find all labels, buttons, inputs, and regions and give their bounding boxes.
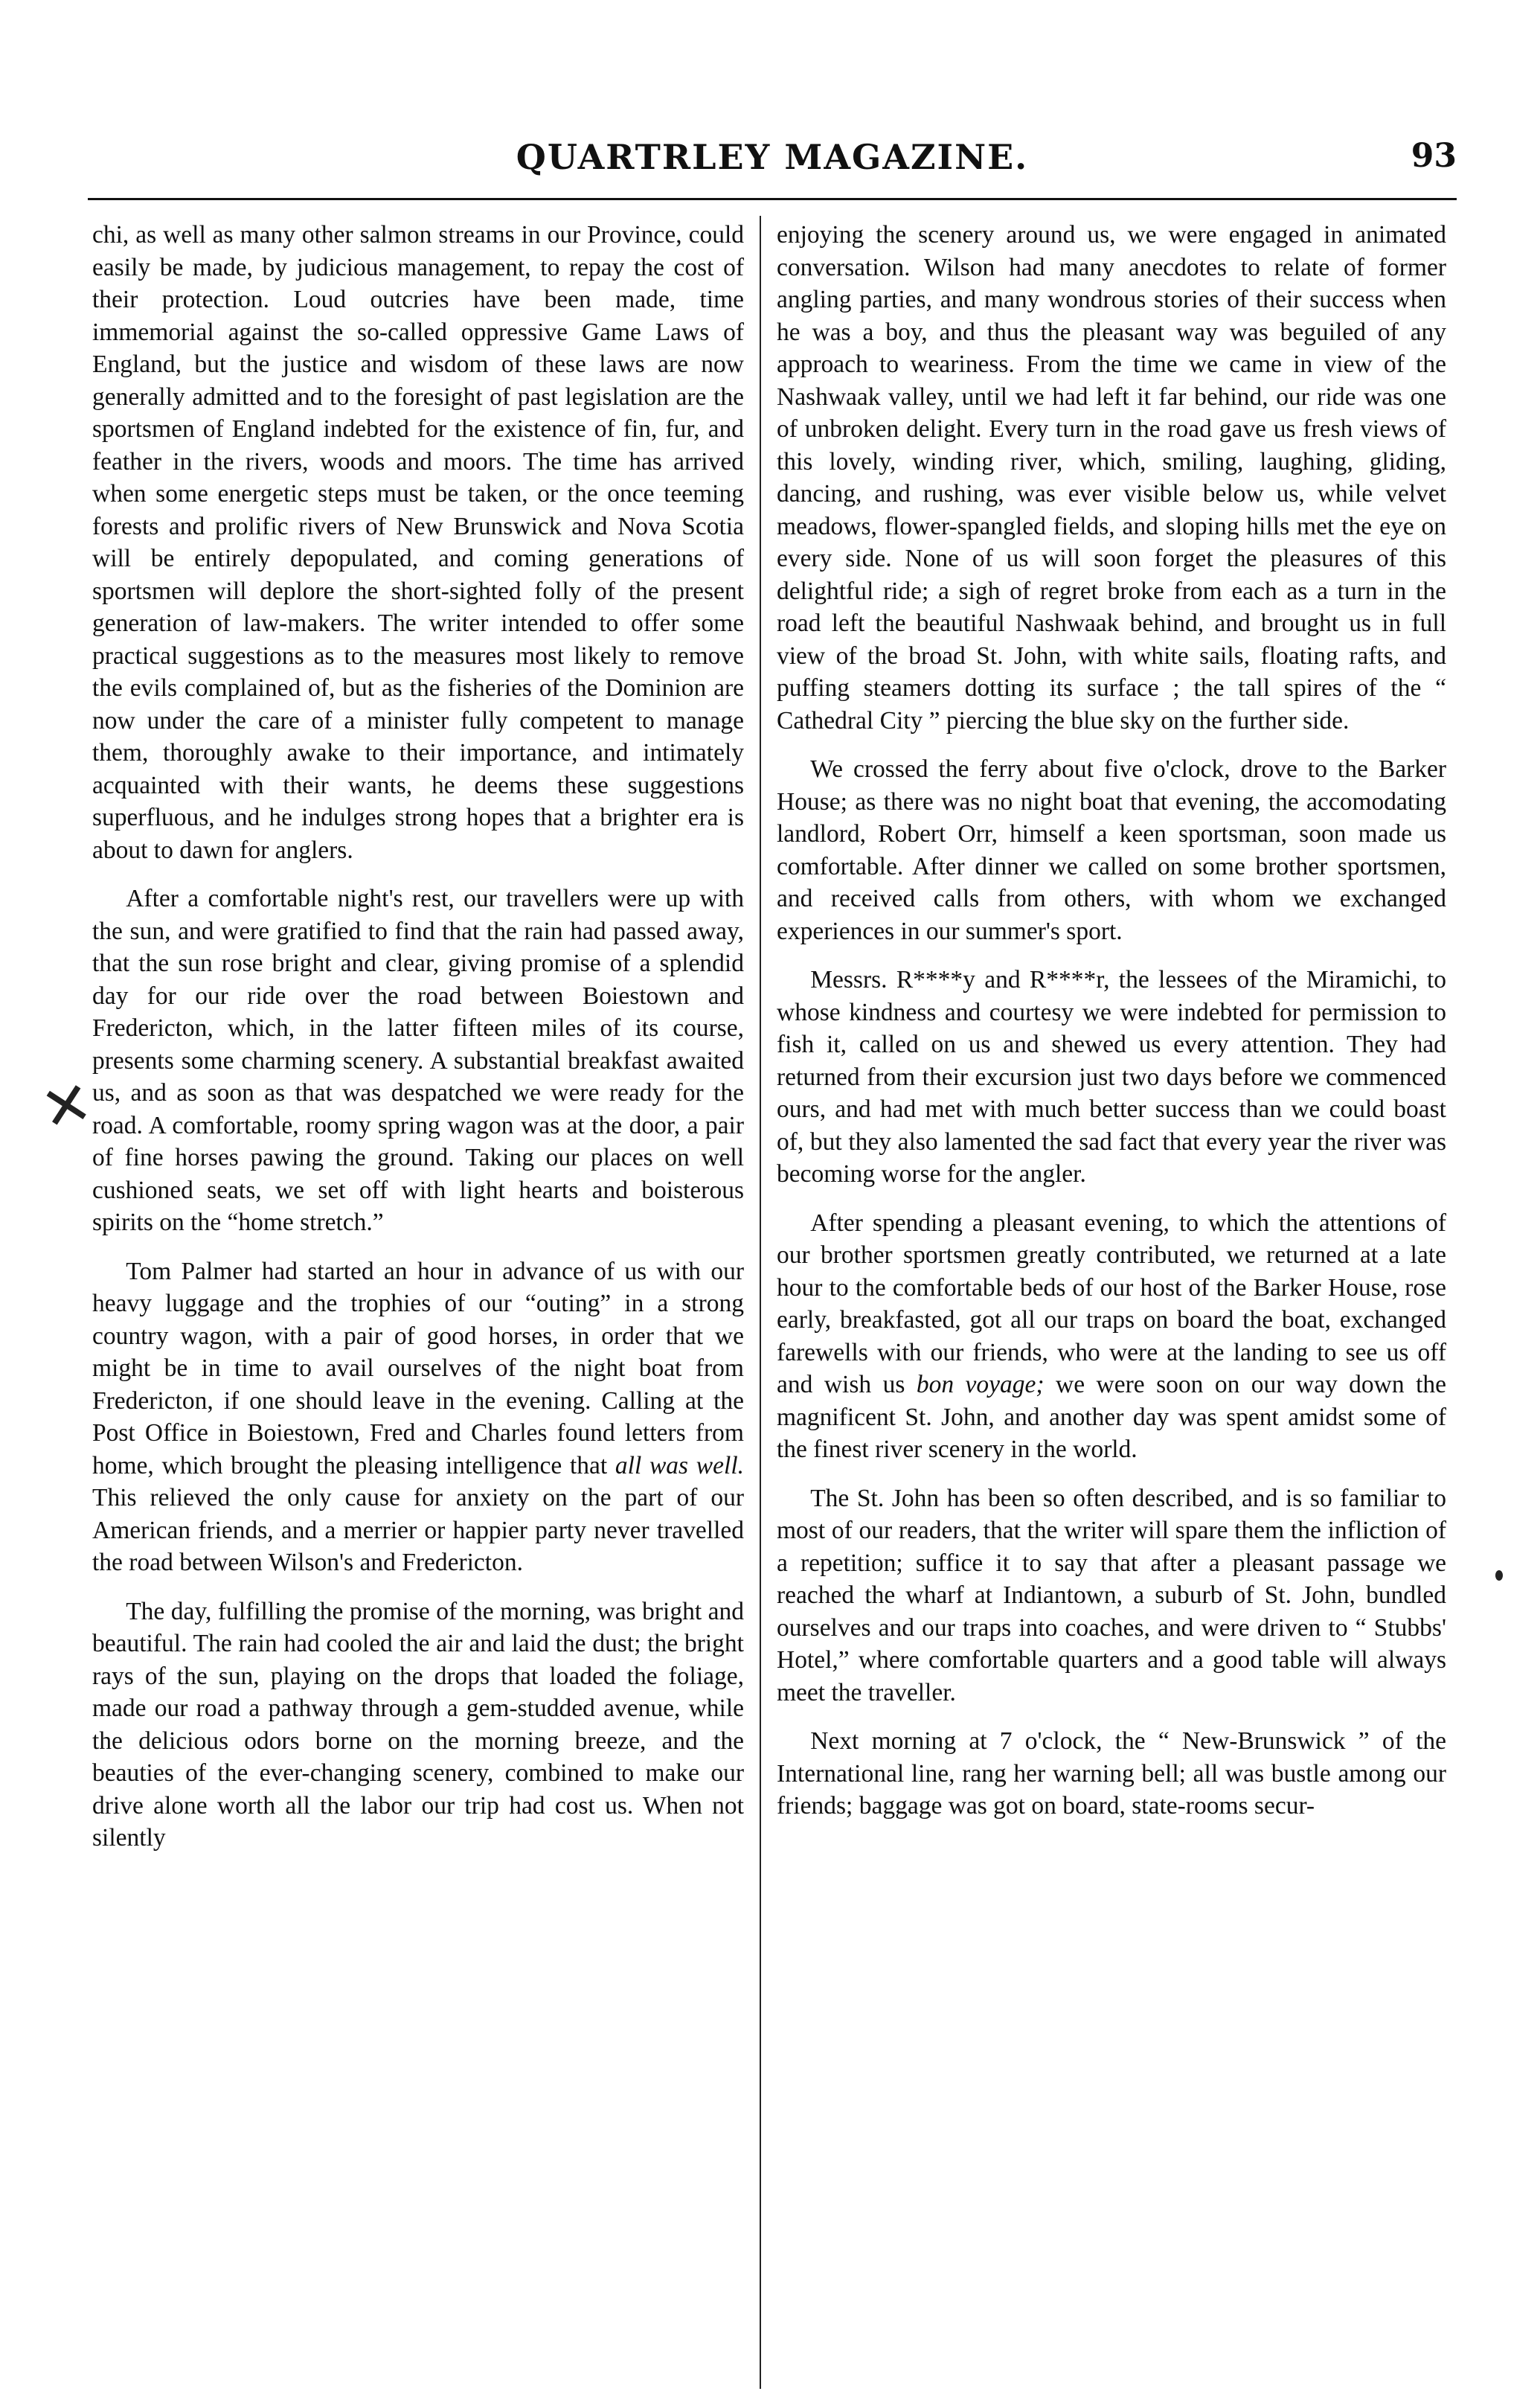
header-rule bbox=[88, 198, 1457, 200]
paragraph: After a comfortable night's rest, our travellers were up with the sun, and were gratified to find that the rain had passed away, that the sun rose bright and clear, giving promise of a splendid day for our ride over the road between Boiestown and Fredericton, which, in the latter fifteen miles of its course, presents some charming scenery. A substantial breakfast awaited us, and as soon as that was despatched we were ready for the road. A comfortable, roomy spring wagon was at the door, a pair of fine horses pawing the ground. Taking our places on well cushioned seats, we set off with light hearts and boisterous spirits on the “home stretch.” bbox=[92, 885, 744, 1236]
paragraph: After spending a pleasant evening, to which the attentions of our brother sportsmen greatly contributed, we returned at a late hour to the comfortable beds of our host of the Barker House, rose early, breakfasted, got all our traps on board the boat, exchanged farewells with our friends, who were at the landing to see us off and wish us bon voyage; we were soon on our way down the magnificent St. John, and another day was spent amidst some of the finest river scenery in the world. bbox=[777, 1209, 1446, 1463]
running-title: QUARTRLEY MAGAZINE. bbox=[516, 137, 1029, 177]
paragraph: Messrs. R****y and R****r, the lessees of the Miramichi, to whose kindness and courtesy we were indebted for permission to fish it, called on us and shewed us every attention. They had returned from their excursion just two days before we commenced ours, and had met with much better success than we could boast of, but they also lamented the sad fact that every year the river was becoming worse for the angler. bbox=[777, 966, 1446, 1188]
column-divider bbox=[760, 216, 761, 2389]
paragraph: The St. John has been so often described, and is so familiar to most of our readers, that the writer will spare them the infliction of a repetition; suffice it to say that after a pleasant passage we reached the wharf at Indiantown, a suburb of St. John, bundled ourselves and our traps into coaches, and were driven to “ Stubbs' Hotel,” where comfortable quarters and a good table will always meet the traveller. bbox=[777, 1484, 1446, 1706]
paragraph: chi, as well as many other salmon streams in our Province, could easily be made, by judicious management, to repay the cost of their protection. Loud outcries have been made, time immemorial against the so-called oppressive Game Laws of England, but the justice and wisdom of these laws are now generally admitted and to the foresight of past legislation are the sportsmen of England indebted for the existence of fin, fur, and feather in the rivers, woods and moors. The time has arrived when some energetic steps must be taken, or the once teeming forests and prolific rivers of New Brunswick and Nova Scotia will be entirely depopulated, and coming generations of sportsmen will deplore the short-sighted folly of the present generation of law-makers. The writer intended to offer some practical suggestions as to the measures most likely to remove the evils complained of, but as the fisheries of the Dominion are now under the care of a minister fully competent to manage them, thoroughly awake to their importance, and intimately acquainted with their wants, he deems these suggestions superfluous, and he indulges strong hopes that a brighter era is about to dawn for anglers. bbox=[92, 221, 744, 864]
paragraph: The day, fulfilling the promise of the morning, was bright and beautiful. The rain had cooled the air and laid the dust; the bright rays of the sun, playing on the drops that loaded the foliage, made our road a pathway through a gem-studded avenue, while the delicious odors borne on the morning breeze, and the beauties of the ever-changing scenery, combined to make our drive alone worth all the labor our trip had cost us. When not silently bbox=[92, 1597, 744, 1852]
paragraph: We crossed the ferry about five o'clock, drove to the Barker House; as there was no night boat that evening, the accomodating landlord, Robert Orr, himself a keen sportsman, soon made us comfortable. After dinner we called on some brother sportsmen, and received calls from others, with whom we exchanged experiences in our summer's sport. bbox=[777, 755, 1446, 945]
left-column bbox=[92, 219, 744, 1871]
running-head bbox=[88, 132, 1457, 185]
ink-speck bbox=[1495, 1570, 1503, 1581]
handwritten-x-mark: ✕ bbox=[35, 1067, 98, 1145]
page-number: 93 bbox=[1411, 137, 1457, 175]
paragraph: Tom Palmer had started an hour in advance of us with our heavy luggage and the trophies of our “outing” in a strong country wagon, with a pair of good horses, in order that we might be in time to avail ourselves of the night boat from Fredericton, if one should leave in the evening. Calling at the Post Office in Boiestown, Fred and Charles found letters from home, which brought the pleasing intelligence that all was well. This relieved the only cause for anxiety on the part of our American friends, and a merrier or happier party never travelled the road between Wilson's and Fredericton. bbox=[92, 1257, 744, 1576]
right-column bbox=[777, 219, 1446, 1839]
paragraph: Next morning at 7 o'clock, the “ New-Brunswick ” of the International line, rang her warning bell; all was bustle among our friends; baggage was got on board, state-rooms secur- bbox=[777, 1727, 1446, 1820]
paragraph: enjoying the scenery around us, we were engaged in animated conversation. Wilson had many anecdotes to relate of former angling parties, and many wondrous stories of their success when he was a boy, and thus the pleasant way was beguiled of any approach to weariness. From the time we came in view of the Nashwaak valley, until we had left it far behind, our ride was one of unbroken delight. Every turn in the road gave us fresh views of this lovely, winding river, which, smiling, laughing, gliding, dancing, and rushing, was ever visible below us, while velvet meadows, flower-spangled fields, and sloping hills met the eye on every side. None of us will soon forget the pleasures of this delightful ride; a sigh of regret broke from each as a turn in the road left the beautiful Nashwaak behind, and brought us in full view of the broad St. John, with white sails, floating rafts, and puffing steamers dotting its surface ; the tall spires of the “ Cathedral City ” piercing the blue sky on the further side. bbox=[777, 221, 1446, 735]
